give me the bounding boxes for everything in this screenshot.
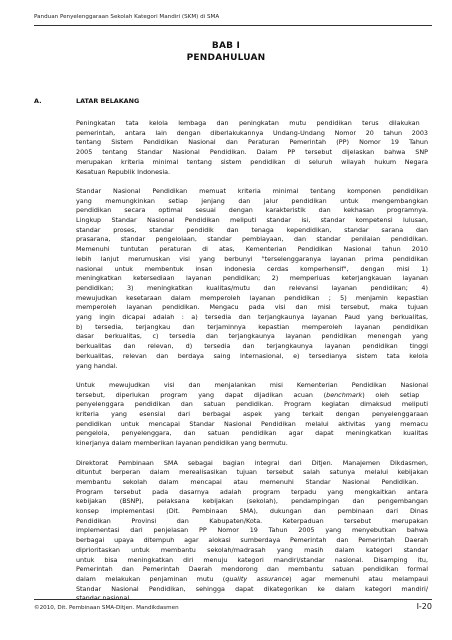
text-line: Kesatuan Republik Indonesia. — [76, 167, 171, 176]
text-line: konsep implementasi (Dit. Pembinaan SMA), dukungan dan pembinaan dari Dinas — [76, 507, 428, 516]
text-line: Peningkatan tata kelola lembaga dan peningkatan mutu pendidikan terus dilakukan — [76, 119, 420, 127]
text-line: Direktorat Pembinaan SMA sebagai bagian integral dari Ditjen. Manajemen Dikdasmen, — [76, 458, 428, 467]
text-line: membantu sekolah dalam mencapai atau memenuhi Standar Nasional Pendidikan. — [76, 477, 419, 486]
footer-divider — [34, 599, 432, 600]
text-line: 2005 tentang Standar Nasional Pendidikan. Dalam PP tersebut dijelaskan bahwa SNP — [76, 148, 428, 157]
text-line: tersebut, diperlukan program yang dapat dijadikan acuan (benchmark) oleh setiap — [76, 390, 420, 399]
paragraph — [76, 119, 428, 177]
text-line: standar nasional. — [76, 594, 132, 603]
text-line: yang ingin dicapai adalah : a) tersedia dan terjangkaunya layanan Paud yang berkualitas, — [76, 313, 428, 322]
text-line: kinerjanya dalam memberikan layanan pendidikan yang bermutu. — [76, 439, 288, 448]
text-line: Untuk mewujudkan visi dan menjalankan misi Kementerian Pendidikan Nasional — [76, 380, 428, 389]
paragraph — [76, 187, 428, 371]
text-line: standar proses, standar pendidik dan tenaga kependidikan, standar sarana dan — [76, 225, 428, 234]
paragraph — [76, 381, 428, 449]
text-line: lebih lanjut merumuskan visi yang berbunyi "terselenggaranya layanan prima pendidikan — [76, 254, 428, 263]
text-line: kriteria yang esensial dari berbagai aspek yang terkait dengan penyelenggaraan — [76, 410, 428, 419]
running-header: Panduan Penyelenggaraan Sekolah Kategori Mandiri (SKM) di SMA — [34, 14, 220, 20]
text-line: Program tersebut pada dasarnya adalah program terpadu yang mengkaitkan antara — [76, 487, 428, 496]
text-line: penyelenggara pendidikan dan satuan pendidikan. Program kegiatan dimaksud meliputi — [76, 400, 428, 409]
text-line: pengelola, penyelenggara, dan satuan pendidikan agar dapat meningkatkan kualitas — [76, 429, 428, 438]
text-line: untuk bisa meningkatkan diri menuju kategori mandiri/standar nasional. Disamping itu, — [76, 555, 428, 564]
text-line: b) tersedia, terjangkau dan terjaminnya kepastian memperoleh layanan pendidikan — [76, 322, 428, 331]
text-line: diprioritaskan untuk membantu sekolah/madrasah yang masih dalam kategori standar — [76, 545, 428, 554]
text-line: dalam melakukan penjaminan mutu (quality assurance) agar memenuhi atau melampaui — [76, 575, 429, 583]
text-line: kebijakan (BSNP), pelaksana kebijakan (sekolah), pendampingan dan pengembangan — [76, 497, 428, 506]
text-line: mewujudkan kesetaraan dalam memperoleh layanan pendidikan ; 5) menjamin kepastian — [76, 293, 428, 302]
section-title: LATAR BELAKANG — [76, 97, 140, 105]
text-line: prasarana, standar pengelolaan, standar pembiayaan, dan standar penilaian pendidikan. — [76, 235, 428, 244]
text-line: implementasi dari penjelasan PP Nomor 19 Tahun 2005 yang menyebutkan bahwa — [76, 526, 428, 535]
text-line: meningkatkan ketersediaan layanan pendidikan; 2) memperluas keterjangkauan layanan — [76, 274, 428, 283]
text-line: Standar Nasional Pendidikan memuat kriteria minimal tentang komponen pendidikan — [76, 186, 428, 195]
text-line: memperoleh layanan pendidikan. Mengacu pada visi dan misi tersebut, maka tujuan — [76, 303, 428, 312]
text-line: pendidikan secara optimal sesuai dengan karakteristik dan kekhasan programnya. — [76, 206, 428, 215]
text-line: pemerintah, antara lain dengan diberlakukannya Undang-Undang Nomor 20 tahun 2003 — [76, 128, 428, 137]
text-line: berbagai upaya ditempuh agar alokasi sumberdaya Pemerintah dan Pemerintah Daerah — [76, 536, 428, 545]
text-line: yang handal. — [76, 361, 118, 370]
text-line: Lingkup Standar Nasional Pendidikan meliputi standar isi, standar kompetensi lulusan, — [76, 216, 428, 225]
text-line: nasional untuk membentuk insan indonesia cerdas komperhensif", dengan misi 1) — [76, 264, 428, 273]
text-line: pendidikan; 3) meningkatkan kualitas/mutu dan relevansi layanan pendidikan; 4) — [76, 283, 428, 292]
text-line: dasar berkualitas, c) tersedia dan terjangkaunya layanan pendidikan menengah yang — [76, 332, 428, 341]
text-line: Standar Nasional Pendidikan, sehingga dapat dikategorikan ke dalam kategori mandiri/ — [76, 584, 428, 593]
body-text — [76, 119, 428, 614]
header-divider — [34, 25, 432, 26]
text-line: Pendidikan Provinsi dan Kabupaten/Kota. Keterpaduan tersebut merupakan — [76, 516, 428, 525]
text-line: tentang Sistem Pendidikan Nasional dan Peraturan Pemerintah (PP) Nomor 19 Tahun — [76, 138, 428, 147]
text-line: berkualitas dan relevan, d) tersedia dan terjangkaunya layanan pendidikan tinggi — [76, 342, 428, 351]
paragraph — [76, 459, 428, 605]
chapter-number: BAB I — [211, 41, 241, 51]
text-line: merupakan kriteria minimal tentang sistem pendidikan di seluruh wilayah hukum Negara — [76, 157, 428, 166]
text-line: dituntut berperan dalam merealisasikan tujuan tersebut salah satunya melalui kebijakan — [76, 468, 428, 477]
footer-copyright: ©2010, Dit. Pembinaan SMA-Ditjen. Mandikdasmen — [34, 605, 179, 611]
text-line: berkualitas, relevan dan berdaya saing internasional, e) tersedianya sistem tata kelola — [76, 351, 428, 360]
chapter-title: PENDAHULUAN — [186, 53, 266, 63]
text-line: yang memungkinkan setiap jenjang dan jalur pendidikan untuk mengembangkan — [76, 196, 428, 205]
text-line: Memenuhi tuntutan peraturan di atas, Kementerian Pendidikan Nasional tahun 2010 — [76, 245, 428, 254]
text-line: Pemerintah dan Pemerintah Daerah mendorong dan membantu satuan pendidikan formal — [76, 565, 428, 574]
page-number: I-20 — [416, 602, 432, 611]
section-number: A. — [34, 97, 42, 105]
text-line: pendidikan untuk mencapai Standar Nasional Pendidikan melalui aktivitas yang memacu — [76, 419, 428, 428]
